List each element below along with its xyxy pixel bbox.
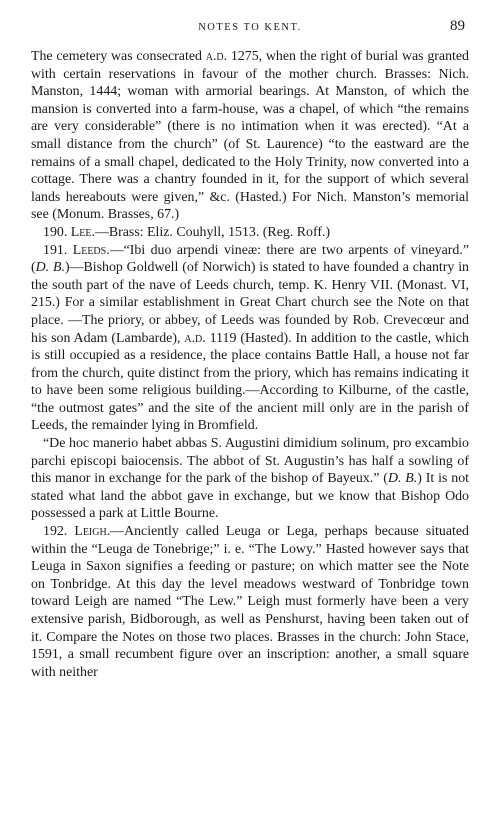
paragraph [31,435,469,523]
text-run: —“Ibi duo arpendi vineæ: there are two arpents of vineyard.” ( [31,242,469,276]
small-caps-text: a.d. [184,330,206,346]
italic-text: D. B. [35,260,65,276]
small-caps-text: Leeds. [72,242,110,258]
page-header [31,18,469,38]
text-run: ) It is not stated what land the abbot gave in exchange, but we know that Bishop Odo possessed a park at Little Bourne. [31,471,470,522]
page-number: 89 [450,18,465,34]
paragraph [31,523,469,681]
text-run: “De hoc manerio habet abbas S. Augustini dimidium solinum, pro excambio parchi episcopi baiocensis. The abbot of St. Augustin’s has half a sowling of this manor in exchange for the park of the bishop of Bayeux.” ( [31,436,469,487]
body-text [31,48,469,681]
running-head: NOTES TO KENT. [198,22,302,33]
small-caps-text: Lee. [70,224,95,240]
text-run: The cemetery was consecrated [31,49,206,64]
small-caps-text: a.d. [205,49,228,64]
text-run: 190. [43,224,71,240]
text-run: —Anciently called Leuga or Lega, perhaps because situated within the “Leuga de Tonebrige;” i. e. “The Lowy.” Hasted however says that Leuga in Saxon signifies a feeding or pasture; on which matter see the Note on Tonbridge. At this day the level meadows westward of Tonbridge town toward Leigh are named “The Lew.” Leigh must formerly have been a very extensive parish, Bidborough, as well as Penshurst, having been taken out of it. Compare the Notes on those two places. Brasses in the church: John Stace, 1591, a small recumbent figure over an inscription: another, a small square with neither [31,524,469,680]
text-run: 1275, when the right of burial was granted with certain reservations in favour of the mother church. Brasses: Nich. Manston, 1444; woman with armorial bearings. At Manston, of which the mansion is converted into a farm-house, was a chapel, of which “the remains are very considerable” (there is no intimation when it was erected). “At a small distance from the church” (of St. Laurence) “to the eastward are the remains of a small chapel, dedicated to the Holy Trinity, now converted into a cottage. There was a chantry founded in it, for the support of which several lands hereabouts were given,” &c. (Hasted.) For Nich. Manston’s memorial see (Monum. Brasses, 67.) [31,49,469,223]
text-run: 192. [43,524,75,540]
text-run: 1119 (Hasted). In addition to the castle, which is still occupied as a residence, the place contains Battle Hall, a house not far from the church, quite distinct from the priory, which has remains indicating it to have been some religious building.—According to Kilburne, of the castle, “the outmost gates” and the site of the ancient mill only are in the parish of Leeds, the remainder lying in Bromfield. [31,330,469,434]
text-run: —Brass: Eliz. Couhyll, 1513. (Reg. Roff.) [94,224,331,240]
paragraph [31,48,469,224]
paragraph [31,242,469,436]
paragraph [31,224,469,242]
italic-text: D. B. [387,471,418,487]
text-run: 191. [43,242,73,258]
small-caps-text: Leigh. [74,524,111,540]
text-run: )—Bishop Goldwell (of Norwich) is stated to have founded a chantry in the south part of the nave of Leeds church, temp. K. Henry VII. (Monast. VI, 215.) For a similar establishment in Great Chart church see the Note on that place. —The priory, or abbey, of Leeds was founded by Rob. Crevecœur and his son Adam (Lambarde), [31,260,469,346]
